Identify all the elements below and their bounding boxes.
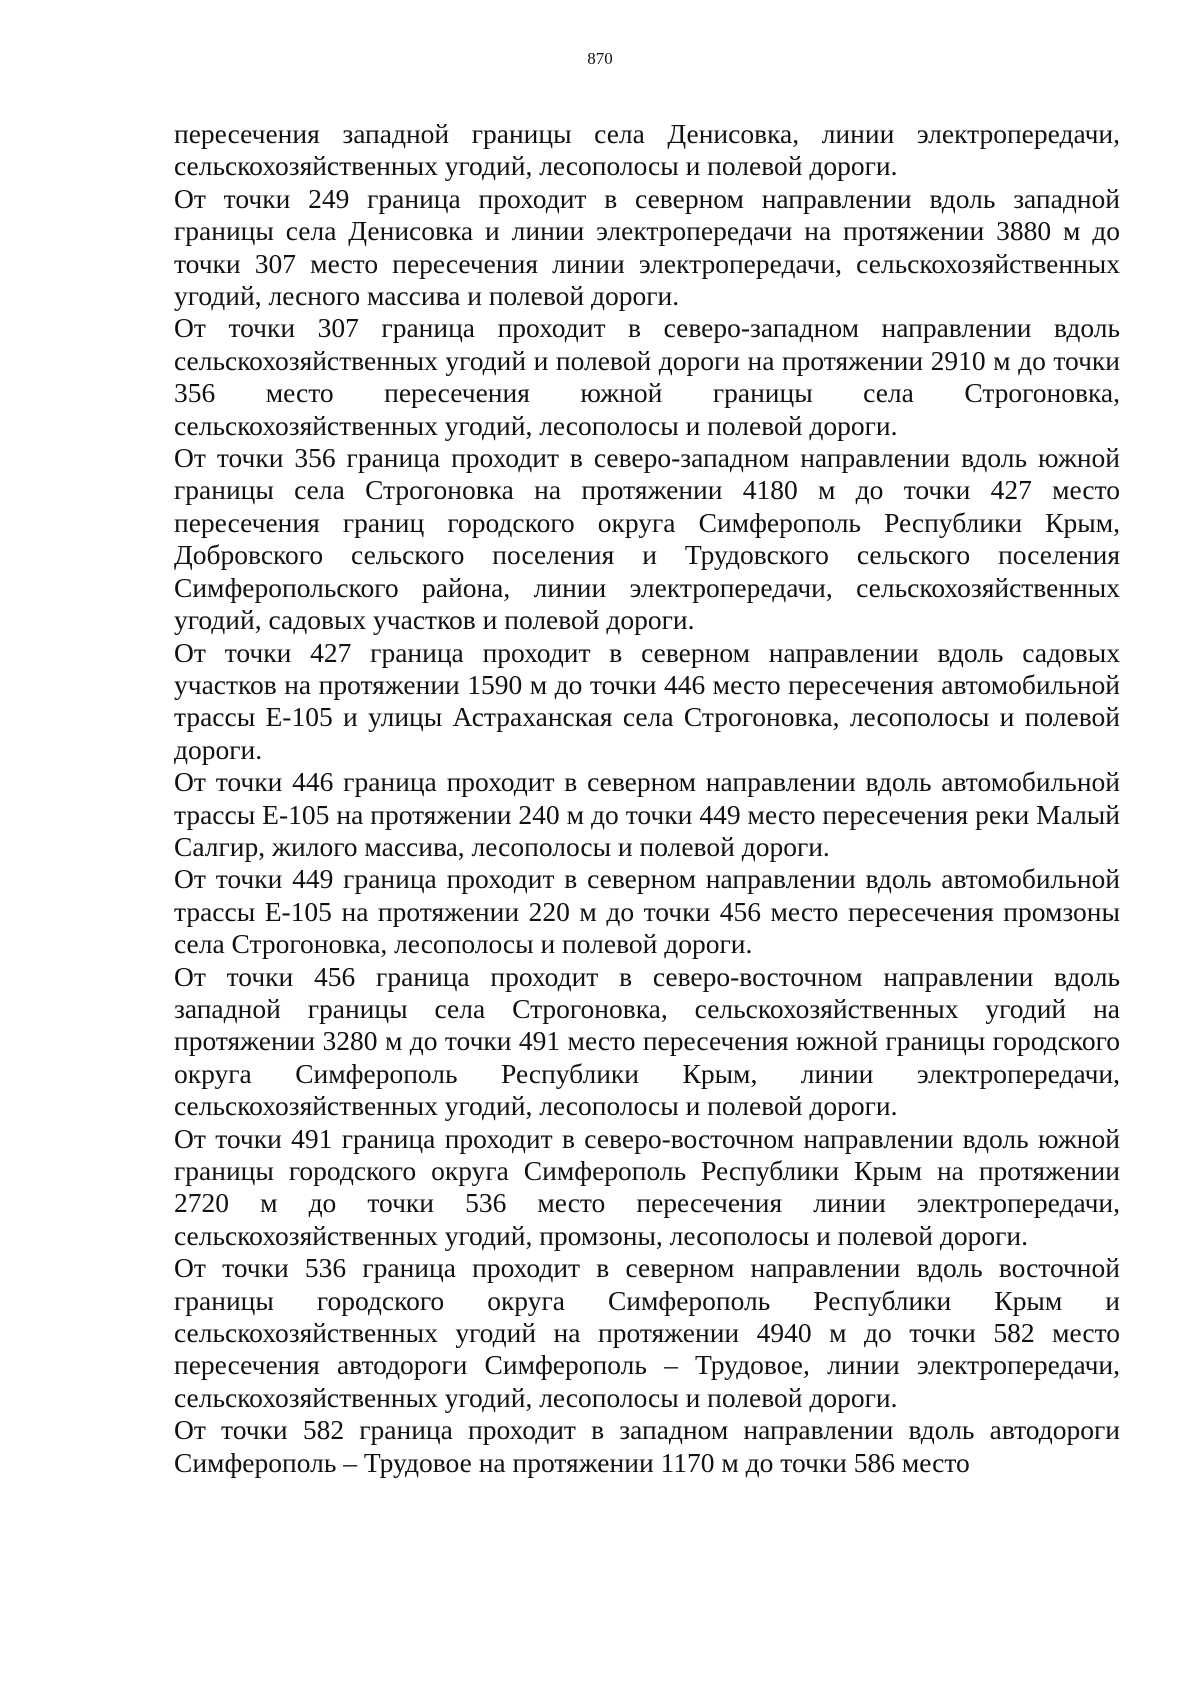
paragraph-point-582: От точки 582 граница проходит в западном направлении вдоль автодороги Симферополь – Трудовое на протяжении 1170 м до точки 586 место: [174, 1414, 1120, 1478]
paragraph-point-427: От точки 427 граница проходит в северном направлении вдоль садовых участков на протяжении 1590 м до точки 446 место пересечения автомобильной трассы Е-105 и улицы Астраханская села Строгоновка, лесополосы и полевой дороги.: [174, 636, 1120, 765]
paragraph-point-491: От точки 491 граница проходит в северо-восточном направлении вдоль южной границы городского округа Симферополь Республики Крым на протяжении 2720 м до точки 536 место пересечения линии электропередачи, сельскохозяйственных угодий, промзоны, лесополосы и полевой дороги.: [174, 1122, 1120, 1251]
paragraph-continuation: пересечения западной границы села Денисовка, линии электропередачи, сельскохозяйственных угодий, лесополосы и полевой дороги.: [174, 118, 1120, 182]
paragraph-point-446: От точки 446 граница проходит в северном направлении вдоль автомобильной трассы Е-105 на протяжении 240 м до точки 449 место пересечения реки Малый Салгир, жилого массива, лесополосы и полевой дороги.: [174, 766, 1120, 862]
paragraph-point-456: От точки 456 граница проходит в северо-восточном направлении вдоль западной границы села Строгоновка, сельскохозяйственных угодий на протяжении 3280 м до точки 491 место пересечения южной границы городского округа Симферополь Республики Крым, линии электропередачи, сельскохозяйственных угодий, лесополосы и полевой дороги.: [174, 960, 1120, 1122]
paragraph-point-449: От точки 449 граница проходит в северном направлении вдоль автомобильной трассы Е-105 на протяжении 220 м до точки 456 место пересечения промзоны села Строгоновка, лесополосы и полевой дороги.: [174, 863, 1120, 960]
paragraph-point-249: От точки 249 граница проходит в северном направлении вдоль западной границы села Денисовка и линии электропередачи на протяжении 3880 м до точки 307 место пересечения линии электропередачи, сельскохозяйственных угодий, лесного массива и полевой дороги.: [174, 182, 1120, 312]
paragraph-point-307: От точки 307 граница проходит в северо-западном направлении вдоль сельскохозяйственных угодий и полевой дороги на протяжении 2910 м до точки 356 место пересечения южной границы села Строгоновка, сельскохозяйственных угодий, лесополосы и полевой дороги.: [174, 312, 1120, 441]
paragraph-point-356: От точки 356 граница проходит в северо-западном направлении вдоль южной границы села Строгоновка на протяжении 4180 м до точки 427 место пересечения границ городского округа Симферополь Республики Крым, Добровского сельского поселения и Трудовского сельского поселения Симферопольского района, линии электропередачи, сельскохозяйственных угодий, садовых участков и полевой дороги.: [174, 442, 1120, 636]
document-body: [174, 118, 1120, 1479]
paragraph-point-536: От точки 536 граница проходит в северном направлении вдоль восточной границы городского округа Симферополь Республики Крым и сельскохозяйственных угодий на протяжении 4940 м до точки 582 место пересечения автодороги Симферополь – Трудовое, линии электропередачи, сельскохозяйственных угодий, лесополосы и полевой дороги.: [174, 1252, 1120, 1413]
page-number: 870: [587, 49, 613, 68]
